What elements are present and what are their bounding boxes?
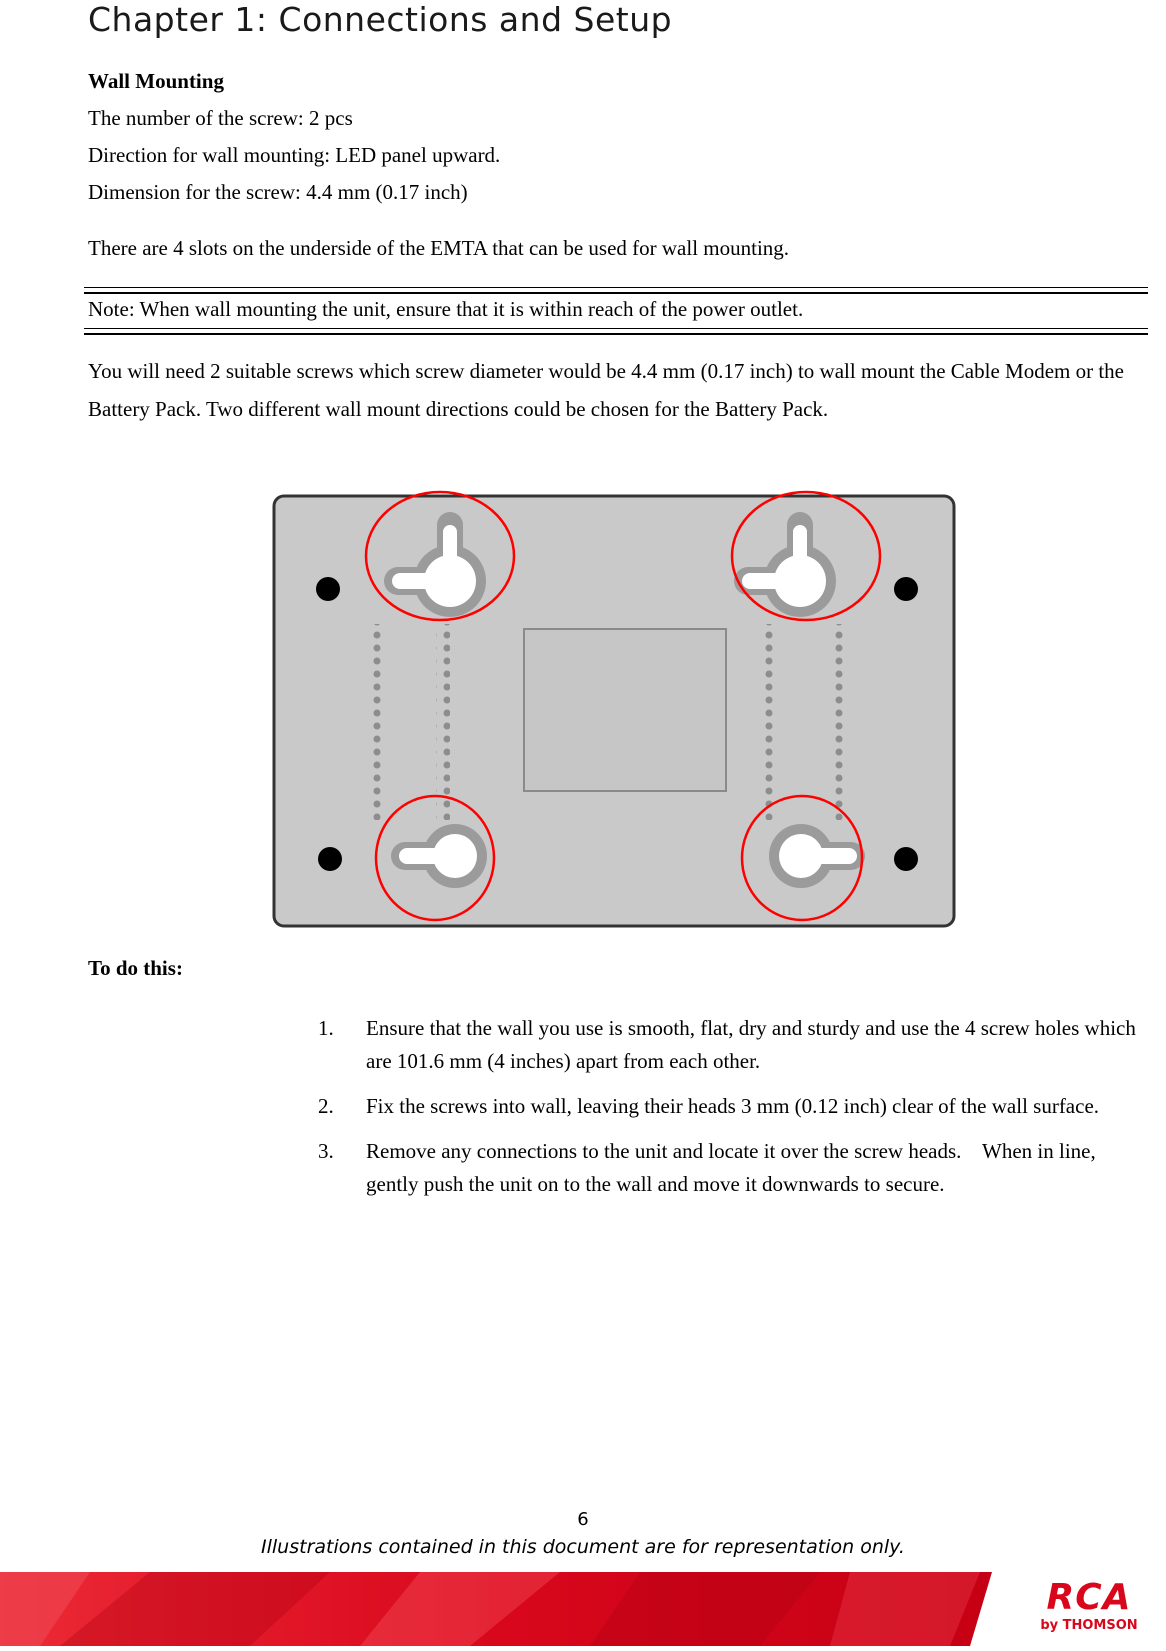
step-number: 1. xyxy=(318,1016,334,1040)
chapter-title: Chapter 1: Connections and Setup xyxy=(88,0,673,39)
todo-heading: To do this: xyxy=(88,956,183,980)
foot xyxy=(894,577,918,601)
footer-band xyxy=(0,1572,1166,1646)
step-text: Remove any connections to the unit and locate it over the screw heads. When in line, gently push the unit on to the wall and move it downwards to secure. xyxy=(366,1139,1101,1196)
rca-logo: RCA by THOMSON xyxy=(1040,1577,1138,1633)
wall-mounting-heading: Wall Mounting xyxy=(88,69,224,93)
slots-line: There are 4 slots on the underside of the EMTA that can be used for wall mounting. xyxy=(88,236,790,260)
note-bottom-rule xyxy=(84,328,1148,335)
foot xyxy=(316,577,340,601)
step-number: 3. xyxy=(318,1139,334,1163)
step-item xyxy=(318,1012,1148,1078)
direction-line: Direction for wall mounting: LED panel upward. xyxy=(88,143,501,167)
wall-mount-diagram xyxy=(272,486,960,933)
vent-column xyxy=(832,624,846,820)
step-text: Fix the screws into wall, leaving their heads 3 mm (0.12 inch) clear of the wall surface. xyxy=(366,1094,1100,1118)
page-number: 6 xyxy=(577,1509,589,1530)
step-item xyxy=(318,1090,1148,1123)
vent-column xyxy=(436,624,450,820)
footer-disclaimer: Illustrations contained in this document are for representation only. xyxy=(261,1536,905,1558)
vent-column xyxy=(764,624,778,820)
steps-list xyxy=(318,1012,1148,1213)
screw-paragraph: You will need 2 suitable screws which screw diameter would be 4.4 mm (0.17 inch) to wall mount the Cable Modem or the Battery Pack. Two different wall mount directions could be chosen for the Battery Pack. xyxy=(88,359,1124,421)
step-item xyxy=(318,1135,1148,1201)
foot xyxy=(894,847,918,871)
note-text: Note: When wall mounting the unit, ensure that it is within reach of the power outlet. xyxy=(88,297,804,321)
note-top-rule xyxy=(84,287,1148,294)
screw-dimension-line: Dimension for the screw: 4.4 mm (0.17 inch) xyxy=(88,180,468,204)
step-text: Ensure that the wall you use is smooth, flat, dry and sturdy and use the 4 screw holes which are 101.6 mm (4 inches) apart from each other. xyxy=(366,1016,1136,1073)
vent-column xyxy=(368,624,382,820)
screw-count-line: The number of the screw: 2 pcs xyxy=(88,106,353,130)
step-number: 2. xyxy=(318,1094,334,1118)
label-recess xyxy=(524,629,726,791)
foot xyxy=(318,847,342,871)
